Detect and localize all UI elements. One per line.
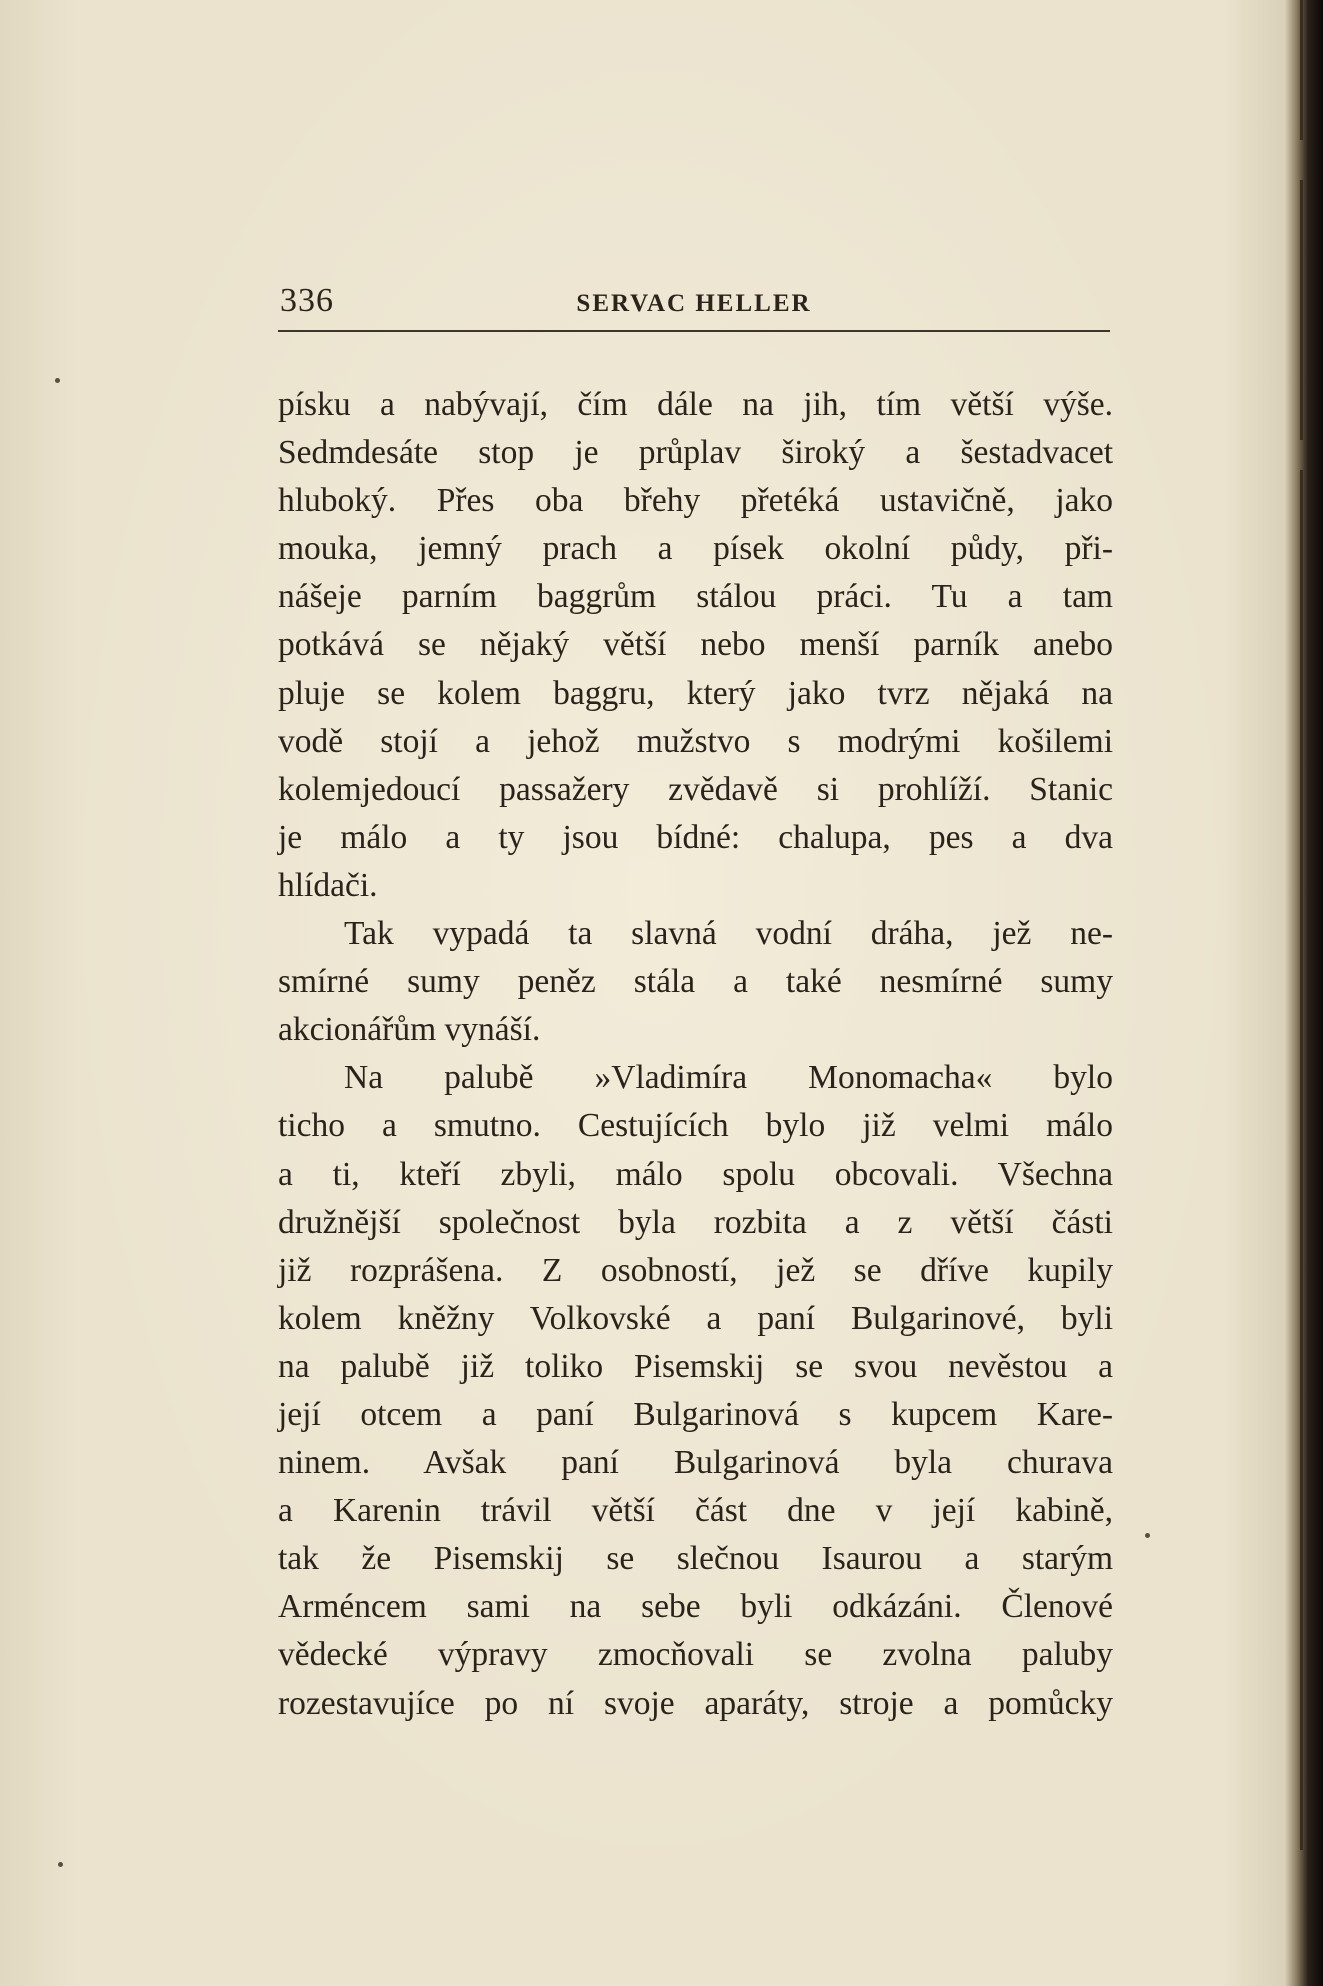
text-line: pluje se kolem baggru, který jako tvrz nějaká na xyxy=(278,674,1113,712)
text-line: již rozprášena. Z osobností, jež se dříve kupily xyxy=(278,1251,1113,1289)
text-line: smírné sumy peněz stála a také nesmírné sumy xyxy=(278,963,1113,1001)
page-number: 336 xyxy=(280,282,334,319)
text-line: hluboký. Přes oba břehy přetéká ustavičně, jako xyxy=(278,482,1113,520)
text-line: její otcem a paní Bulgarinová s kupcem Kare- xyxy=(278,1395,1113,1433)
text-line: potkává se nějaký větší nebo menší parník anebo xyxy=(278,626,1113,664)
page-header xyxy=(278,278,1110,332)
text-line: vodě stojí a jehož mužstvo s modrými košilemi xyxy=(278,722,1113,760)
text-line: písku a nabývají, čím dále na jih, tím větší výše. xyxy=(278,386,1113,423)
page-edge-line xyxy=(1300,0,1303,140)
page-edge-line xyxy=(1300,180,1303,440)
text-line: Tak vypadá ta slavná vodní dráha, jež ne- xyxy=(344,915,1113,953)
text-line: ticho a smutno. Cestujících bylo již velmi málo xyxy=(278,1107,1113,1145)
paper-speck xyxy=(58,1862,63,1867)
running-head: SERVAC HELLER xyxy=(576,290,812,317)
body-text xyxy=(278,381,1113,1728)
text-line: je málo a ty jsou bídné: chalupa, pes a dva xyxy=(278,818,1113,856)
text-line: Na palubě »Vladimíra Monomacha« bylo xyxy=(344,1059,1113,1097)
page-edge-shadow xyxy=(1285,0,1323,1986)
text-line: mouka, jemný prach a písek okolní půdy, při- xyxy=(278,530,1113,568)
text-line: ninem. Avšak paní Bulgarinová byla churava xyxy=(278,1444,1113,1482)
paper-speck xyxy=(55,378,60,383)
text-line: Arméncem sami na sebe byli odkázáni. Členové xyxy=(278,1588,1113,1626)
text-line: akcionářům vynáší. xyxy=(278,1011,541,1049)
text-line: hlídači. xyxy=(278,866,378,904)
text-line: a Karenin trávil větší část dne v její kabině, xyxy=(278,1492,1113,1530)
paper-speck xyxy=(1145,1533,1150,1538)
text-line: družnější společnost byla rozbita a z větší části xyxy=(278,1203,1113,1241)
text-line: na palubě již toliko Pisemskij se svou nevěstou a xyxy=(278,1347,1113,1385)
text-line: kolem kněžny Volkovské a paní Bulgarinové, byli xyxy=(278,1299,1113,1337)
text-line: tak že Pisemskij se slečnou Isaurou a starým xyxy=(278,1540,1113,1578)
text-line: rozestavujíce po ní svoje aparáty, stroje a pomůcky xyxy=(278,1684,1113,1722)
text-line: a ti, kteří zbyli, málo spolu obcovali. Všechna xyxy=(278,1155,1113,1193)
text-line: vědecké výpravy zmocňovali se zvolna paluby xyxy=(278,1636,1113,1674)
text-line: Sedmdesáte stop je průplav široký a šestadvacet xyxy=(278,434,1113,472)
text-line: nášeje parním baggrům stálou práci. Tu a tam xyxy=(278,578,1113,616)
page-edge-line xyxy=(1300,470,1303,1850)
text-line: kolemjedoucí passažery zvědavě si prohlíží. Stanic xyxy=(278,770,1113,808)
